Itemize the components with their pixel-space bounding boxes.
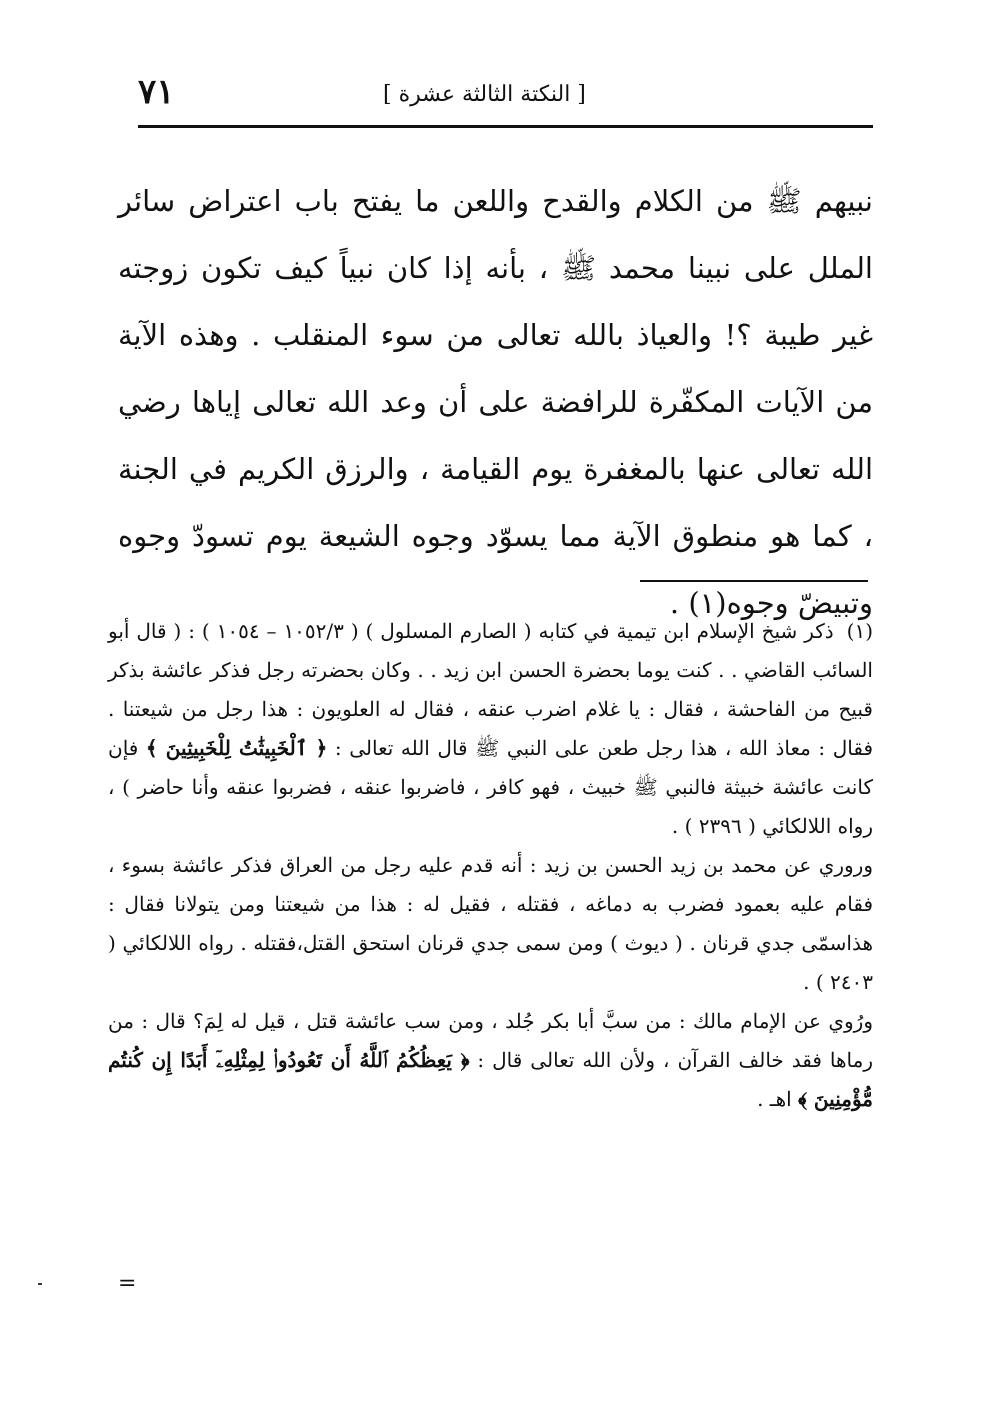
footnotes bbox=[108, 612, 873, 1119]
main-paragraph: نبيهم ﷺ من الكلام والقدح واللعن ما يفتح باب اعتراض سائر الملل على نبينا محمد ﷺ ، بأنه إذا كان نبياً كيف تكون زوجته غير طيبة ؟! والعياذ بالله تعالى من سوء المنقلب . وهذه الآية من الآيات المكفّرة للرافضة على أن وعد الله تعالى إياها رضي الله تعالى عنها بالمغفرة يوم القيامة ، والرزق الكريم في الجنة ، كما هو منطوق الآية مما يسوّد وجوه الشيعة يوم تسودّ وجوه وتبيضّ وجوه(١) . bbox=[118, 184, 873, 620]
footnote-marker: (١) bbox=[846, 619, 874, 643]
footnote-1 bbox=[108, 612, 873, 846]
header-rule bbox=[138, 125, 873, 128]
page-number: ٧١ bbox=[138, 72, 175, 112]
quran-verse-2: ﴿ يَعِظُكُمُ ٱللَّهُ أَن تَعُودُوا۟ لِمِثْلِهِۦٓ أَبَدًا إِن كُنتُم مُّؤْمِنِينَ ﴾ bbox=[108, 1048, 873, 1111]
footnote-divider bbox=[640, 580, 868, 582]
running-title: [ النكتة الثالثة عشرة ] bbox=[383, 82, 586, 107]
main-body bbox=[118, 168, 873, 637]
footnote-paragraph-2: وروري عن محمد بن زيد الحسن بن زيد : أنه قدم عليه رجل من العراق فذكر عائشة بسوء ، فقام عليه بعمود فضرب به دماغه ، فقتله ، فقيل له : هذا من شيعتنا ومن يتولانا فقال : هذاسمّى جدي قرنان . ( ديوث ) ومن سمى جدي قرنان استحق القتل،فقتله . رواه اللالكائي ( ٢٤٠٣ ) . bbox=[108, 853, 873, 994]
footnote-paragraph-3 bbox=[108, 1002, 873, 1119]
scan-dot bbox=[38, 1283, 42, 1285]
footnote-3-text: ورُوي عن الإمام مالك : من سبَّ أبا بكر جُلد ، ومن سب عائشة قتل ، قيل له لِمَ؟ قال : من رماها فقد خالف القرآن ، ولأن الله تعالى قال : bbox=[108, 1009, 874, 1072]
page-header bbox=[138, 70, 873, 130]
footnote-closing: اهـ . bbox=[757, 1087, 792, 1111]
footnote-1-text: ذكر شيخ الإسلام ابن تيمية في كتابه ( الصارم المسلول ) ( ١٠٥٢/٣ – ١٠٥٤ ) : ( قال أبو السائب القاضي . . كنت يوما بحضرة الحسن ابن زيد . . وكان بحضرته رجل فذكر عائشة بذكر قبيح من الفاحشة ، فقال : يا غلام اضرب عنقه ، فقال له العلويون : هذا رجل من شيعتنا . فقال : معاذ الله ، هذا رجل طعن على النبي ﷺ قال الله تعالى : bbox=[108, 619, 874, 760]
footnote-1-end: فإن كانت عائشة خبيثة فالنبي ﷺ خبيث ، فهو كافر ، فاضربوا عنقه ، فضربوا عنقه وأنا حاضر ) ، رواه اللالكائي ( ٢٣٩٦ ) . bbox=[108, 736, 873, 838]
margin-mark: = bbox=[118, 1271, 137, 1296]
quran-verse-1: ﴿ ٱلْخَبِيثَٰتُ لِلْخَبِيثِينَ ﴾ bbox=[145, 736, 328, 760]
